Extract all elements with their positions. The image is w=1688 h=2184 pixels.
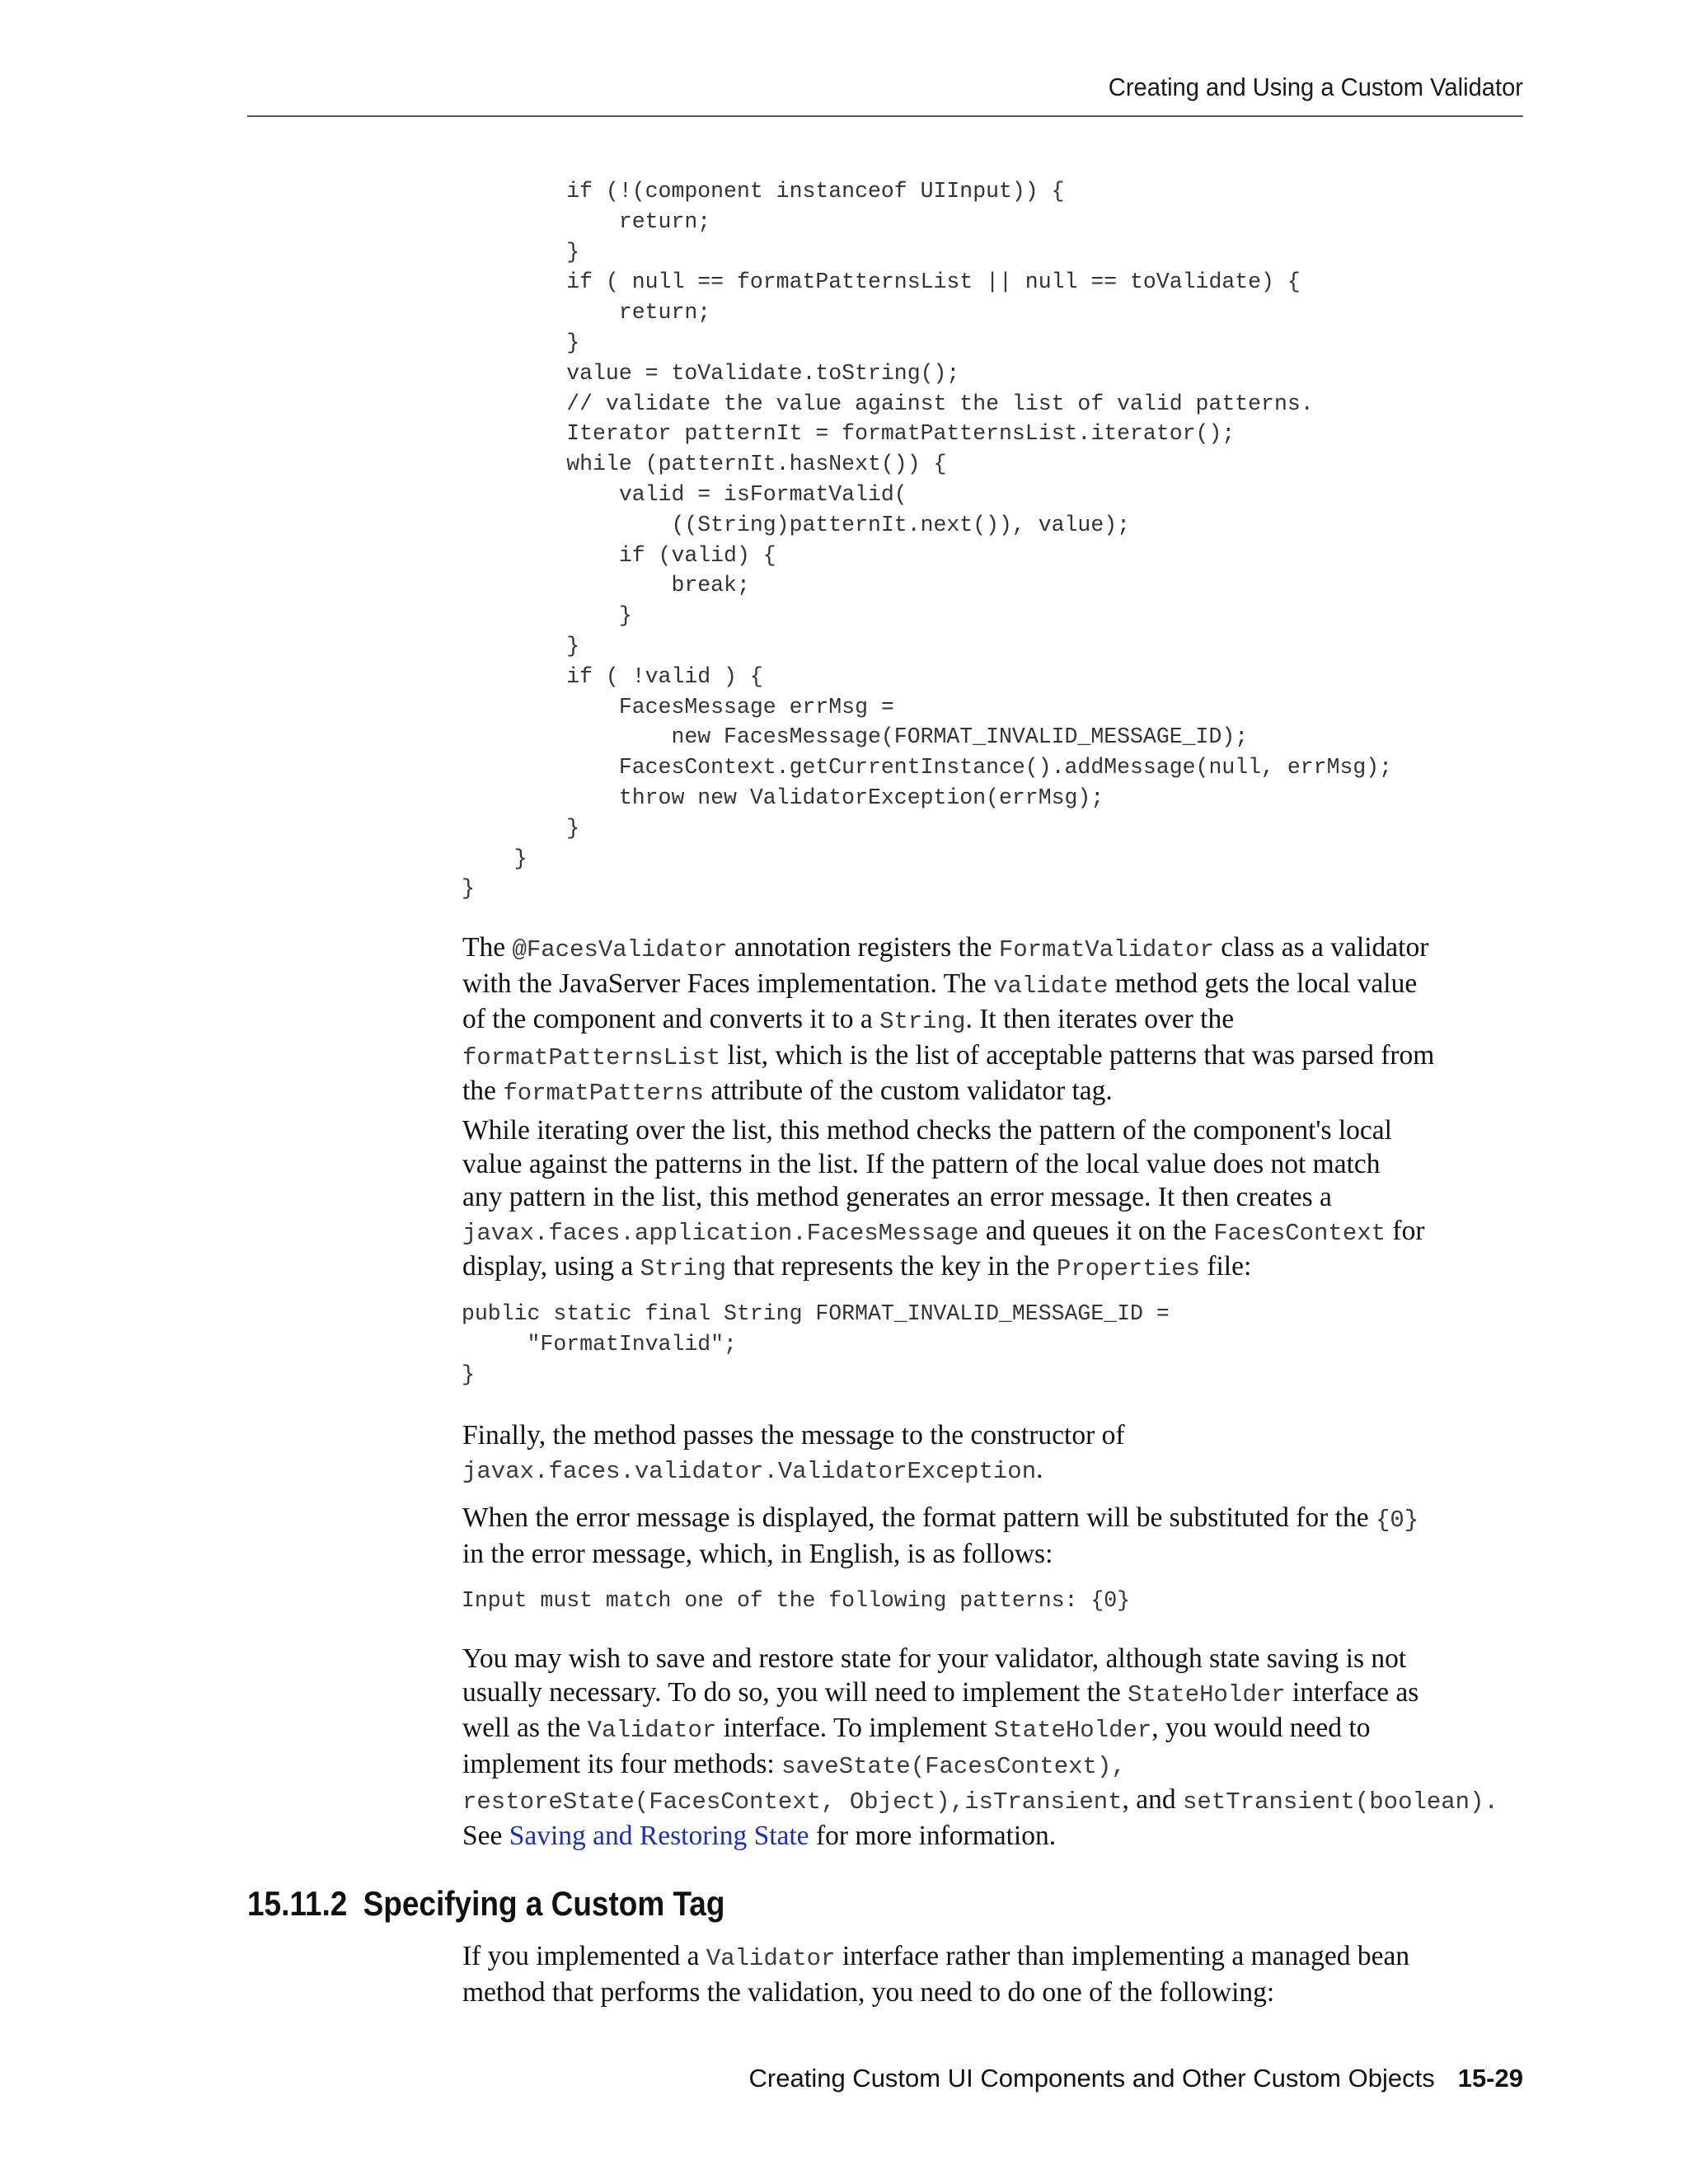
code-line: FacesMessage errMsg = [462, 694, 894, 719]
text-run: implement its four methods: [462, 1748, 782, 1779]
code-term: {0} [1375, 1507, 1419, 1534]
code-line: } [462, 1361, 475, 1387]
paragraph-exception [462, 1419, 1534, 1488]
code-line: Iterator patternIt = formatPatternsList.iterator(); [462, 421, 1236, 447]
text-run: interface rather than implementing a managed bean [835, 1941, 1410, 1971]
code-term: StateHolder [993, 1717, 1152, 1744]
code-line: valid = isFormatValid( [462, 481, 907, 507]
text-run: interface. To implement [716, 1713, 994, 1743]
text-line [462, 1676, 1534, 1713]
code-line: while (patternIt.hasNext()) { [462, 452, 947, 477]
text-line [462, 1075, 1534, 1111]
code-term: Validator [706, 1945, 836, 1972]
section-number: 15.11.2 [247, 1884, 348, 1923]
text-run: method gets the local value [1108, 968, 1418, 999]
saving-restoring-state-link[interactable]: Saving and Restoring State [509, 1820, 809, 1851]
text-line: Finally, the method passes the message to the constructor of [462, 1420, 1125, 1451]
code-term: setTransient(boolean). [1183, 1788, 1498, 1816]
text-run: list, which is the list of acceptable patterns that was parsed from [720, 1039, 1435, 1071]
code-line: if (!(component instanceof UIInput)) { [462, 179, 1065, 204]
code-line: } [462, 330, 580, 355]
text-line [462, 1820, 1534, 1854]
text-line [462, 1003, 1534, 1039]
paragraph-state-holder [462, 1643, 1534, 1853]
text-run: well as the [462, 1713, 588, 1743]
code-line: if (valid) { [462, 542, 776, 568]
text-line [462, 1215, 1534, 1251]
paragraph-iteration [462, 1114, 1534, 1286]
code-line: } [462, 633, 580, 658]
text-run: class as a validator [1213, 932, 1429, 963]
text-run: for [1386, 1215, 1425, 1246]
code-line: } [462, 239, 580, 265]
code-term: String [879, 1008, 966, 1035]
code-message [462, 1586, 1130, 1616]
text-run: usually necessary. To do so, you will need to implement the [462, 1676, 1128, 1708]
code-line: new FacesMessage(FORMAT_INVALID_MESSAGE_ID); [462, 724, 1249, 750]
text-run: for more information. [809, 1820, 1057, 1851]
paragraph-error-message [462, 1502, 1534, 1571]
running-footer [247, 2064, 1523, 2093]
text-run: of the component and converts it to a [462, 1004, 880, 1034]
code-term: StateHolder [1128, 1680, 1286, 1708]
text-line [462, 1453, 1534, 1489]
paragraph-custom-tag [462, 1940, 1534, 2009]
code-term: restoreState(FacesContext, Object),isTransient [462, 1788, 1123, 1816]
code-term: Validator [587, 1717, 717, 1744]
text-line [462, 1039, 1534, 1076]
code-line: Input must match one of the following patterns: {0} [462, 1588, 1131, 1613]
section-heading [247, 1884, 724, 1924]
text-run: and queues it on the [978, 1215, 1214, 1246]
footer-title: Creating Custom UI Components and Other Custom Objects [748, 2064, 1435, 2093]
text-line [462, 1250, 1534, 1286]
code-term: formatPatterns [503, 1080, 704, 1107]
code-line: // validate the value against the list of valid patterns. [462, 391, 1314, 416]
text-line: While iterating over the list, this method checks the pattern of the component's local [462, 1115, 1392, 1146]
text-run: the [462, 1076, 504, 1106]
running-header: Creating and Using a Custom Validator [1108, 73, 1523, 101]
text-run: . [1036, 1453, 1043, 1484]
text-run: When the error message is displayed, the format pattern will be substituted for the [462, 1502, 1376, 1533]
text-run: attribute of the custom validator tag. [703, 1076, 1113, 1106]
text-line [462, 1783, 1534, 1820]
text-run: that represents the key in the [725, 1251, 1057, 1282]
code-line: } [462, 603, 632, 629]
text-run: with the JavaServer Faces implementation. The [462, 968, 994, 999]
text-run: If you implemented a [462, 1941, 706, 1971]
text-line [462, 968, 1534, 1004]
header-rule [247, 115, 1523, 117]
code-line: value = toValidate.toString(); [462, 360, 960, 386]
code-line: throw new ValidatorException(errMsg); [462, 785, 1104, 810]
text-run: annotation registers the [727, 932, 999, 963]
code-term: @FacesValidator [512, 936, 728, 963]
code-line: FacesContext.getCurrentInstance().addMessage(null, errMsg); [462, 755, 1393, 780]
text-line [462, 931, 1534, 968]
code-line: return; [462, 300, 711, 326]
text-run: , you would need to [1151, 1713, 1371, 1743]
code-line: if ( null == formatPatternsList || null == toValidate) { [462, 269, 1301, 295]
code-term: javax.faces.application.FacesMessage [462, 1219, 979, 1247]
text-run: See [462, 1820, 509, 1851]
code-line: ((String)patternIt.next()), value); [462, 512, 1131, 537]
section-title: Specifying a Custom Tag [363, 1884, 725, 1923]
code-term: validate [993, 972, 1109, 1000]
code-line: break; [462, 573, 750, 598]
code-term: javax.faces.validator.ValidatorException [462, 1457, 1037, 1485]
code-line: } [462, 815, 580, 841]
code-term: FacesContext [1213, 1219, 1386, 1247]
paragraph-faces-validator [462, 931, 1534, 1111]
text-line: You may wish to save and restore state for your validator, although state saving is not [462, 1643, 1407, 1674]
text-line [462, 1748, 1534, 1784]
text-run: interface as [1285, 1676, 1419, 1708]
code-term: saveState(FacesContext), [781, 1752, 1126, 1780]
code-line: } [462, 846, 528, 871]
text-line: method that performs the validation, you need to do one of the following: [462, 1976, 1275, 2008]
text-run: , and [1122, 1784, 1184, 1815]
text-run: . It then iterates over the [965, 1004, 1235, 1034]
code-term: String [640, 1255, 726, 1282]
code-listing [462, 176, 1392, 904]
code-term: formatPatternsList [462, 1043, 721, 1071]
text-run: file: [1199, 1251, 1252, 1282]
code-line: "FormatInvalid"; [462, 1331, 737, 1357]
text-line: in the error message, which, in English, is as follows: [462, 1538, 1053, 1569]
code-constant [462, 1299, 1170, 1390]
text-run: The [462, 932, 513, 963]
code-line: if ( !valid ) { [462, 663, 763, 689]
code-line: public static final String FORMAT_INVALID_MESSAGE_ID = [462, 1301, 1170, 1326]
page-number: 15-29 [1457, 2064, 1523, 2093]
text-line [462, 1940, 1534, 1976]
text-line [462, 1502, 1534, 1538]
text-line [462, 1712, 1534, 1748]
code-term: FormatValidator [998, 936, 1214, 963]
text-run: display, using a [462, 1251, 640, 1282]
code-line: return; [462, 209, 711, 234]
text-line: value against the patterns in the list. If the pattern of the local value does not match [462, 1148, 1381, 1179]
text-line: any pattern in the list, this method generates an error message. It then creates a [462, 1182, 1332, 1212]
code-line: } [462, 876, 475, 902]
code-term: Properties [1056, 1255, 1200, 1282]
